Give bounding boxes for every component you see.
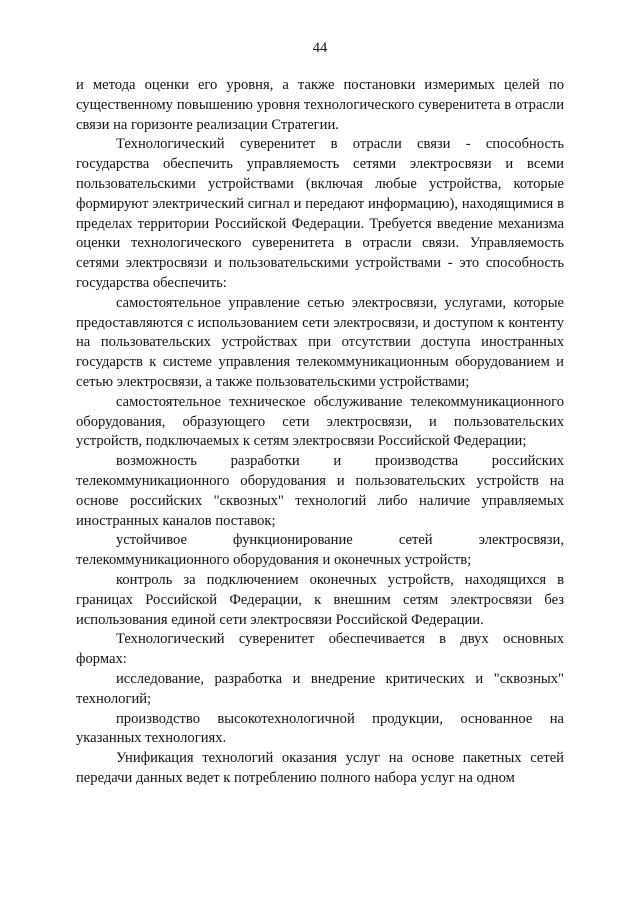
list-item-manufacturing: производство высокотехнологичной продукции, основанное на указанных технологиях. <box>76 710 564 747</box>
paragraph-continuation: и метода оценки его уровня, а также постановки измеримых целей по существенному повышению уровня технологического суверенитета в отрасли связи на горизонте реализации Стратегии. <box>76 77 564 133</box>
list-item-network-management: самостоятельное управление сетью электросвязи, услугами, которые предоставляются с использованием сети электросвязи, и доступом к контенту на пользовательских устройствах при отсутствии доступа иностранных государств к системе управления телекоммуникационным оборудованием и сетью электросвязи, а также пользовательскими устройствами; <box>76 294 564 390</box>
list-item-research: исследование, разработка и внедрение критических и "сквозных" технологий; <box>76 670 564 707</box>
list-item-maintenance: самостоятельное техническое обслуживание телекоммуникационного оборудования, образующего сети электросвязи, и пользовательских устройств, подключаемых к сетям электросвязи Российской Федерации; <box>76 393 564 450</box>
paragraph-definition: Технологический суверенитет в отрасли связи - способность государства обеспечить управляемость сетями электросвязи и всеми пользовательскими устройствами (включая любые устройства, которые формируют электрический сигнал и передают информацию), находящимися в пределах территории Российской Федерации. Требуется введение механизма оценки технологического суверенитета в отрасли связи. Управляемость сетями электросвязи и пользовательскими устройствами - это способность государства обеспечить: <box>76 136 564 291</box>
document-body <box>76 76 564 789</box>
paragraph-unification: Унификация технологий оказания услуг на основе пакетных сетей передачи данных ведет к потреблению полного набора услуг на одном <box>76 750 564 786</box>
paragraph-forms: Технологический суверенитет обеспечивается в двух основных формах: <box>76 631 564 668</box>
list-item-stable-operation: устойчивое функционирование сетей электросвязи, телекоммуникационного оборудования и оконечных устройств; <box>76 532 564 569</box>
list-item-production: возможность разработки и производства российских телекоммуникационного оборудования и пользовательских устройств на основе российских "сквозных" технологий либо наличие управляемых иностранных каналов поставок; <box>76 453 564 529</box>
page-number: 44 <box>312 40 328 56</box>
list-item-connection-control: контроль за подключением оконечных устройств, находящихся в границах Российской Федерации, к внешним сетям электросвязи без использования единой сети электросвязи Российской Федерации. <box>76 571 564 628</box>
